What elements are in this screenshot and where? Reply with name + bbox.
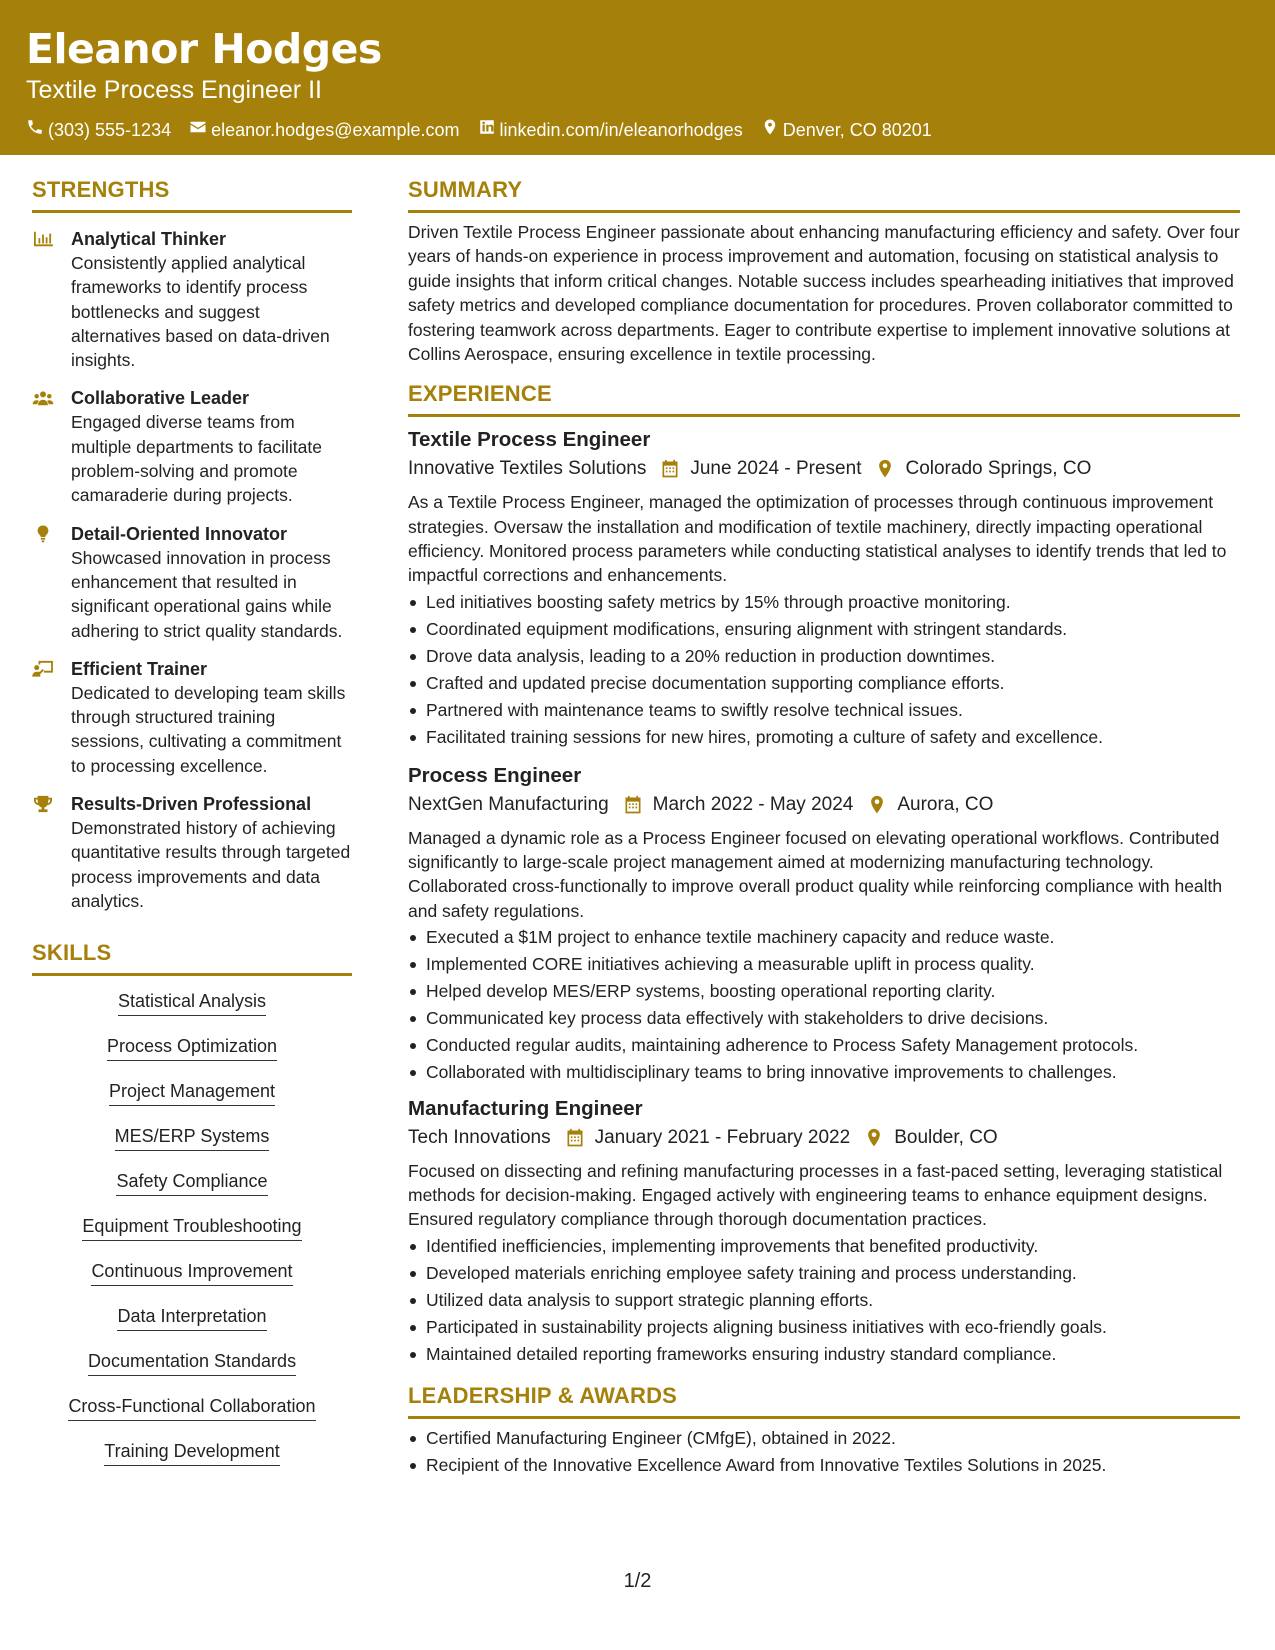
bullet-item: Participated in sustainability projects aligning business initiatives with eco-friendly goals. [408, 1314, 1240, 1341]
skill-tag: Safety Compliance [116, 1168, 267, 1196]
job-company: Tech Innovations [408, 1126, 551, 1148]
bullet-item: Conducted regular audits, maintaining adherence to Process Safety Management protocols. [408, 1032, 1240, 1059]
skill-tag: Equipment Troubleshooting [82, 1213, 301, 1241]
job-location: Colorado Springs, CO [905, 458, 1092, 480]
strength-title: Analytical Thinker [71, 229, 227, 249]
strength-title: Collaborative Leader [71, 388, 250, 409]
job-company: NextGen Manufacturing [408, 793, 609, 815]
resume-header [0, 0, 1275, 155]
strength-desc: Engaged diverse teams from multiple departments to facilitate problem-solving and promote camaraderie during projects. [71, 412, 322, 506]
job-location: Boulder, CO [894, 1126, 998, 1148]
job-meta [408, 791, 1240, 819]
bullet-item: Collaborated with multidisciplinary teams to bring innovative improvements to challenges. [408, 1059, 1240, 1086]
experience-heading: EXPERIENCE [408, 380, 1240, 417]
bullet-item: Drove data analysis, leading to a 20% reduction in production downtimes. [408, 643, 1240, 670]
contact-location-text: Denver, CO 80201 [782, 120, 932, 140]
job-dates: June 2024 - Present [690, 458, 862, 480]
calendar-icon [565, 1128, 585, 1148]
job-entry [408, 425, 1240, 750]
calendar-icon [623, 795, 643, 815]
job-location: Aurora, CO [897, 793, 994, 815]
map-pin-icon [864, 1128, 884, 1148]
right-column [408, 176, 1240, 1479]
strength-desc: Consistently applied analytical frameworks to identify process bottlenecks and suggest alternatives based on data-driven insights. [71, 253, 330, 371]
bullet-item: Communicated key process data effectively with stakeholders to drive decisions. [408, 1005, 1240, 1032]
contact-linkedin[interactable] [478, 118, 743, 142]
leadership-list [408, 1425, 1240, 1479]
summary-heading: SUMMARY [408, 176, 1240, 213]
contact-location [761, 118, 932, 142]
skill-tag: Process Optimization [107, 1033, 277, 1061]
strength-title: Results-Driven Professional [71, 794, 312, 815]
strength-desc: Showcased innovation in process enhancement that resulted in significant operational gains while adhering to strict quality standards. [71, 547, 343, 641]
strength-item [32, 657, 352, 778]
bullet-item: Coordinated equipment modifications, ensuring alignment with stringent standards. [408, 616, 1240, 643]
job-title: Process Engineer [408, 763, 582, 787]
job-dates: January 2021 - February 2022 [594, 1126, 851, 1148]
left-column [32, 176, 352, 1483]
job-bullets [408, 924, 1240, 1086]
map-pin-icon [761, 118, 779, 142]
contact-phone[interactable] [26, 118, 171, 142]
strength-title: Detail-Oriented Innovator [71, 523, 288, 544]
bullet-item: Led initiatives boosting safety metrics by 15% through proactive monitoring. [408, 589, 1240, 616]
map-pin-icon [867, 795, 887, 815]
map-pin-icon [875, 459, 895, 479]
phone-icon [26, 118, 44, 142]
job-bullets [408, 589, 1240, 751]
job-title: Manufacturing Engineer [408, 1096, 643, 1120]
summary-text: Driven Textile Process Engineer passionate about enhancing manufacturing efficiency and safety. Over four years of hands-on experience in process improvement and automation, focusing on statistical analysis to guide insights that inform critical changes. Notable success includes spearheading initiatives that improved safety metrics and developed compliance documentation for procedures. Proven collaborator committed to fostering teamwork across departments. Eager to contribute expertise to implement innovative solutions at Collins Aerospace, ensuring excellence in textile processing. [408, 222, 1240, 365]
award-item: Recipient of the Innovative Excellence Award from Innovative Textiles Solutions in 2025. [408, 1452, 1240, 1479]
candidate-title: Textile Process Engineer II [26, 76, 322, 104]
bar-chart-icon [32, 230, 54, 248]
job-dates: March 2022 - May 2024 [652, 793, 854, 815]
job-title: Textile Process Engineer [408, 428, 651, 452]
job-meta [408, 1124, 1240, 1152]
page-number: 1/2 [623, 1570, 652, 1592]
bullet-item: Maintained detailed reporting frameworks ensuring industry standard compliance. [408, 1341, 1240, 1368]
job-bullets [408, 1233, 1240, 1368]
bullet-item: Utilized data analysis to support strategic planning efforts. [408, 1287, 1240, 1314]
strength-item [32, 227, 352, 372]
skill-tag: Continuous Improvement [91, 1258, 292, 1286]
skill-tag: Data Interpretation [117, 1303, 266, 1331]
job-description: Focused on dissecting and refining manufacturing processes in a fast-paced setting, leveraging statistical methods for decision-making. Engaged actively with engineering teams to enhance equipment designs. Ensured regulatory compliance through thorough documentation practices. [408, 1160, 1223, 1230]
linkedin-icon [478, 118, 496, 142]
skill-tag: MES/ERP Systems [115, 1123, 270, 1151]
strength-title: Efficient Trainer [71, 658, 208, 679]
job-entry [408, 761, 1240, 1086]
contact-linkedin-text: linkedin.com/in/eleanorhodges [499, 120, 743, 140]
job-description: As a Textile Process Engineer, managed the optimization of processes through continuous improvement strategies. Oversaw the installation and modification of textile machinery, directly impacting operational efficiency. Monitored process parameters while conducting statistical analyses to identify trends that led to impactful corrections and enhancements. [408, 492, 1227, 586]
contact-email-text: eleanor.hodges@example.com [211, 120, 460, 140]
bullet-item: Executed a $1M project to enhance textile machinery capacity and reduce waste. [408, 924, 1240, 951]
contact-phone-text: (303) 555-1234 [48, 120, 172, 140]
bullet-item: Helped develop MES/ERP systems, boosting operational reporting clarity. [408, 978, 1240, 1005]
bullet-item: Partnered with maintenance teams to swiftly resolve technical issues. [408, 697, 1240, 724]
skill-tag: Project Management [109, 1078, 275, 1106]
skill-tag: Training Development [104, 1438, 279, 1466]
skills-heading: SKILLS [32, 939, 352, 976]
skill-tag: Documentation Standards [88, 1348, 296, 1376]
award-item: Certified Manufacturing Engineer (CMfgE), obtained in 2022. [408, 1425, 1240, 1452]
strengths-heading: STRENGTHS [32, 176, 352, 213]
job-entry [408, 1094, 1240, 1368]
users-icon [32, 389, 54, 407]
lightbulb-icon [32, 525, 54, 543]
bullet-item: Facilitated training sessions for new hires, promoting a culture of safety and excellence. [408, 724, 1240, 751]
bullet-item: Identified inefficiencies, implementing improvements that benefited productivity. [408, 1233, 1240, 1260]
strength-item [32, 792, 352, 913]
bullet-item: Implemented CORE initiatives achieving a measurable uplift in process quality. [408, 951, 1240, 978]
job-description: Managed a dynamic role as a Process Engineer focused on elevating operational workflows. Contributed significantly to large-scale project management aimed at modernizing manufacturing technology. Collaborated cross-functionally to improve overall product quality while reinforcing compliance with health and safety regulations. [408, 827, 1223, 921]
chalkboard-teacher-icon [32, 660, 54, 678]
bullet-item: Crafted and updated precise documentation supporting compliance efforts. [408, 670, 1240, 697]
leadership-heading: LEADERSHIP & AWARDS [408, 1382, 1240, 1419]
bullet-item: Developed materials enriching employee safety training and process understanding. [408, 1260, 1240, 1287]
job-company: Innovative Textiles Solutions [408, 458, 647, 480]
skill-tag: Cross-Functional Collaboration [68, 1393, 315, 1421]
contact-bar [26, 118, 1275, 142]
strength-desc: Dedicated to developing team skills through structured training sessions, cultivating a commitment to processing excellence. [71, 682, 346, 776]
calendar-icon [660, 459, 680, 479]
skill-tag: Statistical Analysis [118, 988, 266, 1016]
envelope-icon [189, 118, 207, 142]
trophy-icon [32, 795, 54, 813]
job-meta [408, 455, 1240, 483]
strength-desc: Demonstrated history of achieving quantitative results through targeted process improvements and data analytics. [71, 818, 351, 911]
candidate-name: Eleanor Hodges [26, 25, 382, 73]
contact-email[interactable] [189, 118, 459, 142]
skills-list [32, 988, 352, 1483]
strength-item [32, 522, 352, 643]
strength-item [32, 386, 352, 507]
